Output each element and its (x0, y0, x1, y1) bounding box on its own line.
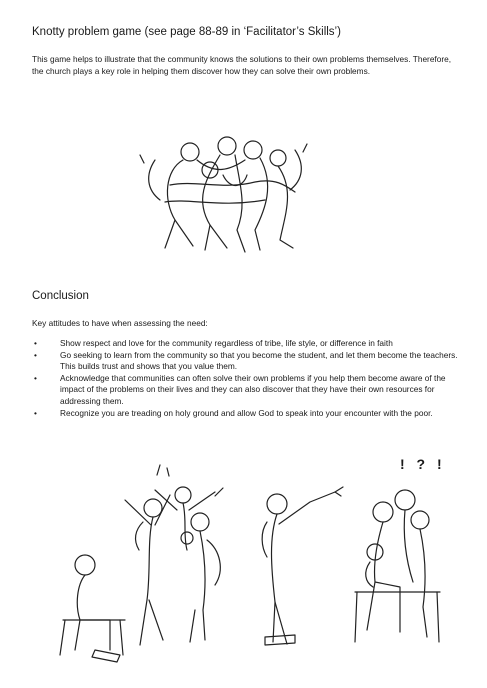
exclamation-marks: ! ? ! (400, 456, 446, 472)
list-item-text: Acknowledge that communities can often solve their own problems if you help them become aware of the impact of the problems on their lives and they can also discover that they have their own resources for addressing them. (60, 372, 446, 406)
lead-sentence: Key attitudes to have when assessing the need: (32, 318, 208, 328)
group-teaching-illustration (55, 460, 240, 665)
knotty-game-illustration (135, 130, 315, 255)
section-heading-knotty-problem-game: Knotty problem game (see page 88-89 in ‘Facilitator’s Skills’) (32, 26, 341, 38)
bullet-symbol: • (34, 372, 37, 383)
section-heading-conclusion: Conclusion (32, 290, 89, 302)
list-item (32, 350, 462, 373)
list-item (32, 373, 462, 408)
list-item-text: Go seeking to learn from the community so that you become the student, and let them become the teachers. This builds trust and shows that you value them. (60, 349, 458, 372)
bullet-symbol: • (34, 407, 37, 418)
bullet-symbol: • (34, 349, 37, 360)
bullet-symbol: • (34, 338, 37, 348)
list-item (32, 338, 462, 350)
attitudes-list (32, 338, 462, 419)
list-item (32, 408, 462, 420)
list-item-text: Recognize you are treading on holy ground and allow God to speak into your encounter with the poor. (60, 407, 433, 418)
list-item-text: Show respect and love for the community regardless of tribe, life style, or difference in faith (60, 338, 393, 348)
pointing-man-illustration (255, 462, 445, 662)
intro-paragraph: This game helps to illustrate that the community knows the solutions to their own problems themselves. Therefore, the church plays a key role in helping them discover how they can solve their own problems. (32, 54, 452, 76)
